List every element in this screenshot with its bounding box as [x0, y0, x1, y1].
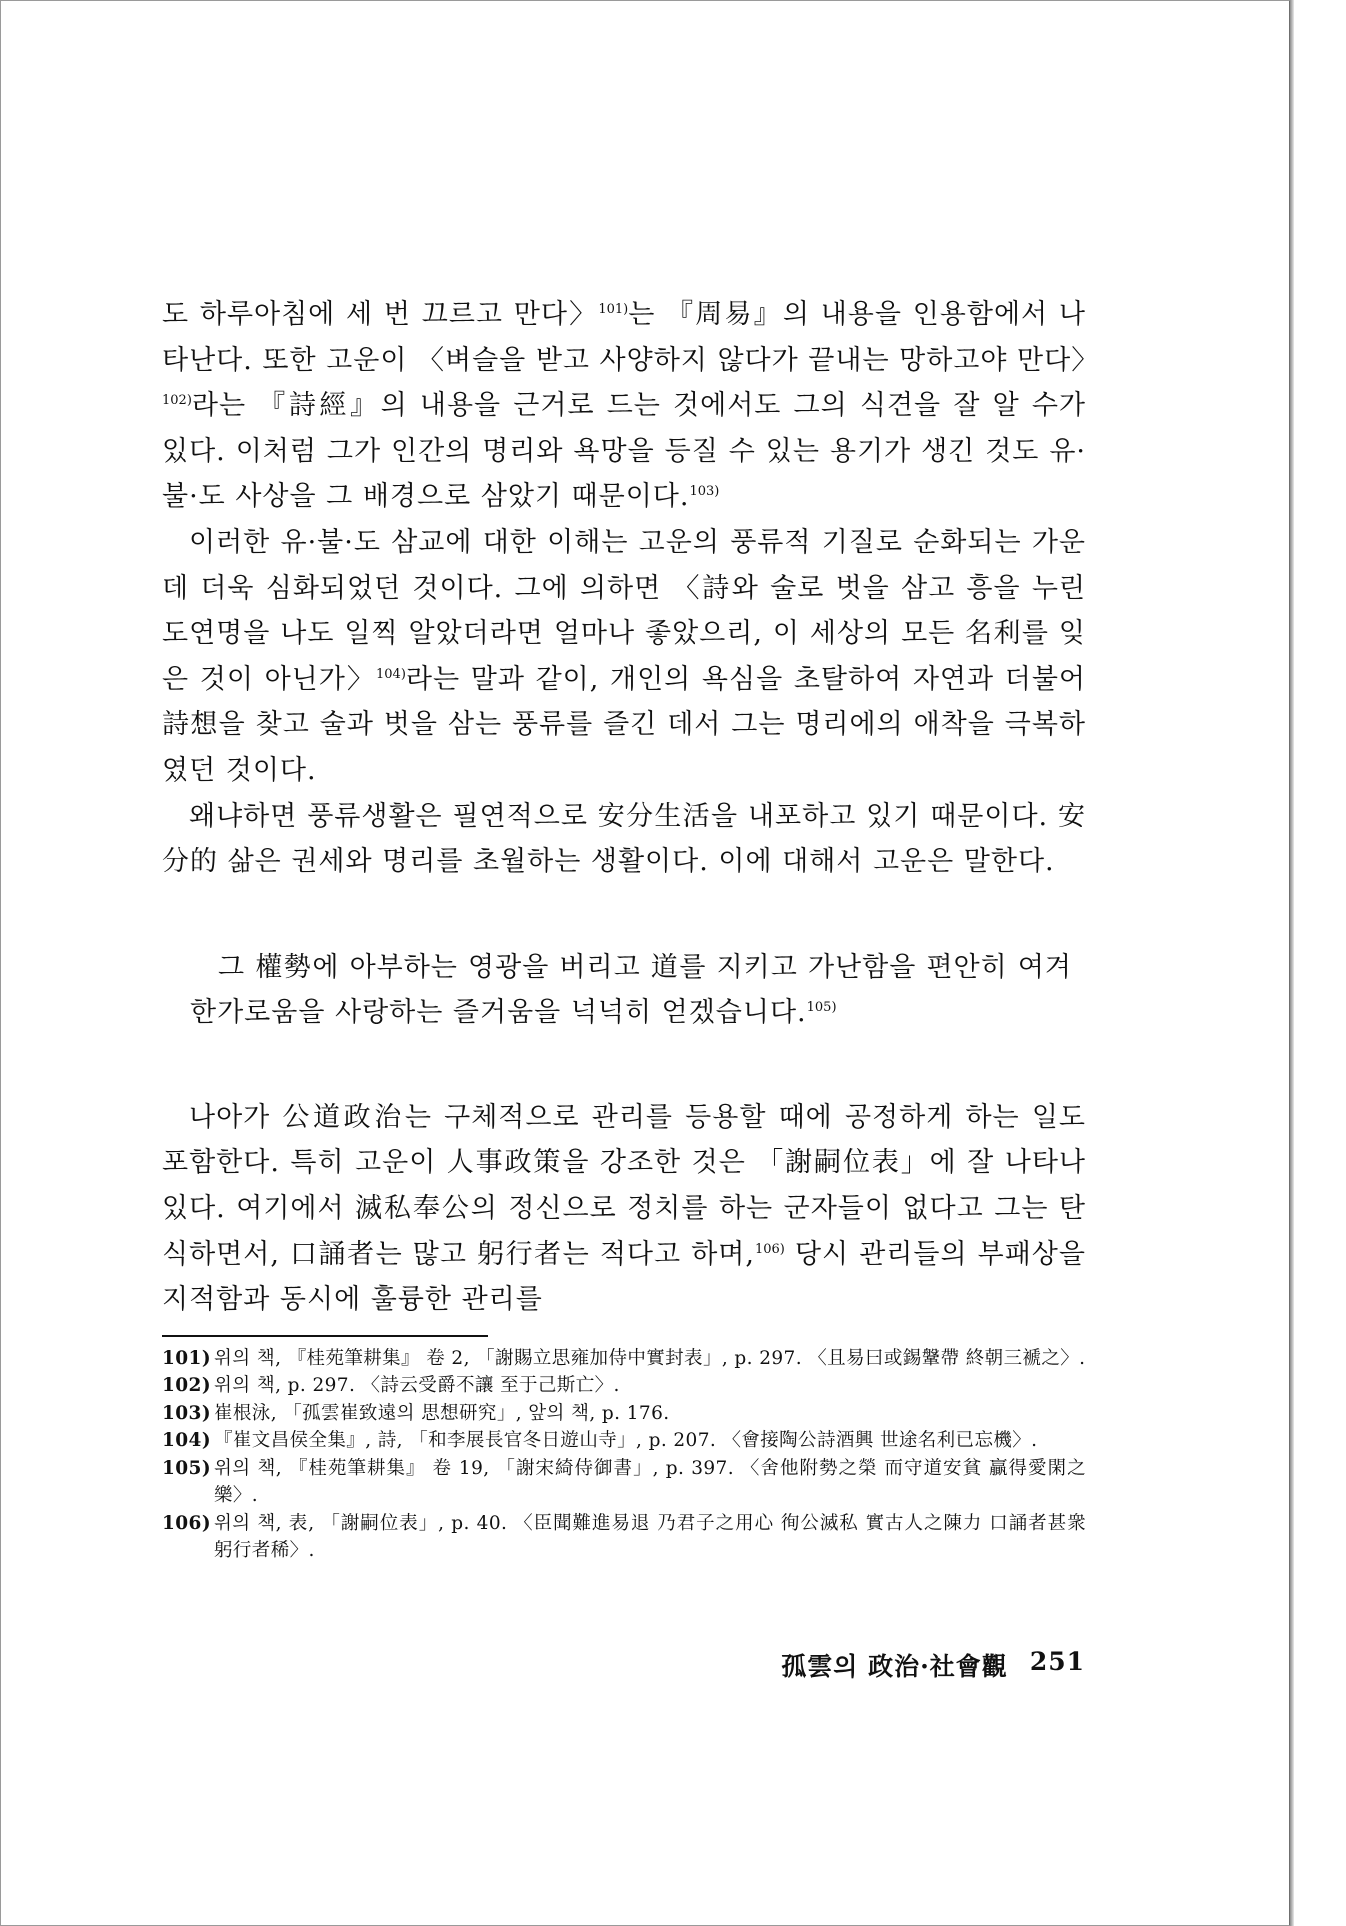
footnote-number: 102) [162, 1375, 211, 1397]
footnote [162, 1372, 1086, 1400]
footnote-ref-103: 103) [689, 484, 720, 500]
footnote-number: 106) [162, 1512, 211, 1534]
footnote [162, 1400, 1086, 1428]
paragraph-3 [162, 794, 1086, 885]
page-edge [1290, 0, 1294, 1926]
footnote [162, 1510, 1086, 1565]
paragraph-4-text-a: 나아가 公道政治는 구체적으로 관리를 등용할 때에 공정하게 하는 일도 포함한다. 특히 고운이 人事政策을 강조한 것은 「謝嗣位表」에 잘 나타나 있다. 여기에서 滅私奉公의 정신으로 정치를 하는 군자들이 없다고 그는 탄식하면서, 口誦者는 많고 躬行者는 적다고 하며, [162, 1101, 1086, 1270]
footnote-number: 105) [162, 1457, 211, 1479]
footnote-number: 101) [162, 1347, 211, 1369]
footnote-text: 위의 책, 表, 「謝嗣位表」, p. 40. 〈臣聞難進易退 乃君子之用心 徇公滅私 實古人之陳力 口誦者甚衆 躬行者稀〉. [214, 1512, 1086, 1562]
footnote [162, 1455, 1086, 1510]
footnote-text: 위의 책, p. 297. 〈詩云受爵不讓 至于己斯亡〉. [214, 1375, 620, 1397]
footnote-number: 103) [162, 1402, 211, 1424]
paragraph-4-text-b: 당시 관리들의 부패상을 지적함과 동시에 훌륭한 관리를 [162, 1238, 1086, 1316]
block-quote-text: 그 權勢에 아부하는 영광을 버리고 道를 지키고 가난함을 편안히 여겨 한가로움을 사랑하는 즐거움을 넉넉히 얻겠습니다. [190, 951, 1072, 1028]
footnote-ref-102: 102) [162, 393, 192, 409]
footnote-text: 崔根泳, 「孤雲崔致遠의 思想研究」, 앞의 책, p. 176. [214, 1402, 670, 1424]
footnote-ref-105: 105) [806, 999, 837, 1015]
paragraph-1-text-a: 도 하루아침에 세 번 끄르고 만다〉 [162, 299, 599, 330]
footnote-text: 『崔文昌侯全集』, 詩, 「和李展長官冬日遊山寺」, p. 207. 〈會接陶公詩酒興 世途名利已忘機〉. [214, 1430, 1038, 1452]
block-quote [162, 945, 1086, 1035]
footnote-text: 위의 책, 『桂苑筆耕集』 卷 2, 「謝賜立思雍加侍中實封表」, p. 297. 〈且易曰或錫鞶帶 終朝三褫之〉. [214, 1347, 1086, 1369]
footnote-ref-106: 106) [754, 1241, 785, 1257]
running-title: 孤雲의 政治·社會觀 [781, 1652, 1008, 1681]
paragraph-2 [162, 520, 1086, 794]
footnotes [162, 1345, 1086, 1565]
footnote-text: 위의 책, 『桂苑筆耕集』 卷 19, 「謝宋綺侍御書」, p. 397. 〈舍他附勢之榮 而守道安貧 贏得愛閑之樂〉. [214, 1457, 1086, 1507]
paragraph-3-text: 왜냐하면 풍류생활은 필연적으로 安分生活을 내포하고 있기 때문이다. 安分的 삶은 권세와 명리를 초월하는 생활이다. 이에 대해서 고운은 말한다. [162, 800, 1086, 878]
page-content [162, 292, 1100, 1565]
footnote-ref-104: 104) [376, 666, 406, 682]
paragraph-4 [162, 1095, 1086, 1323]
paragraph-2-text-b: 라는 말과 같이, 개인의 욕심을 초탈하여 자연과 더불어 詩想을 찾고 술과 벗을 삼는 풍류를 즐긴 데서 그는 명리에의 애착을 극복하였던 것이다. [162, 663, 1086, 786]
footnote [162, 1345, 1086, 1373]
paragraph-1 [162, 292, 1100, 520]
page-footer [745, 1647, 1085, 1683]
paragraph-1-text-b: 는 『周易』의 내용을 인용함에서 나타난다. 또한 고운이 〈벼슬을 받고 사양하지 않다가 끝내는 망하고야 만다〉 [162, 299, 1100, 376]
paragraph-2-text-a: 이러한 유·불·도 삼교에 대한 이해는 고운의 풍류적 기질로 순화되는 가운데 더욱 심화되었던 것이다. 그에 의하면 〈詩와 술로 벗을 삼고 흥을 누린 도연명을 나도 일찍 알았더라면 얼마나 좋았으리, 이 세상의 모든 名利를 잊은 것이 아닌가〉 [162, 526, 1086, 695]
footnote-ref-101: 101) [598, 302, 629, 317]
footnote-divider [162, 1335, 488, 1337]
paragraph-1-text-c: 라는 『詩經』의 내용을 근거로 드는 것에서도 그의 식견을 잘 알 수가 있다. 이처럼 그가 인간의 명리와 욕망을 등질 수 있는 용기가 생긴 것도 유·불·도 사상을 그 배경으로 삼았기 때문이다. [162, 390, 1086, 513]
footnote [162, 1427, 1086, 1455]
page-number: 251 [1029, 1647, 1085, 1676]
footnote-number: 104) [162, 1430, 211, 1452]
